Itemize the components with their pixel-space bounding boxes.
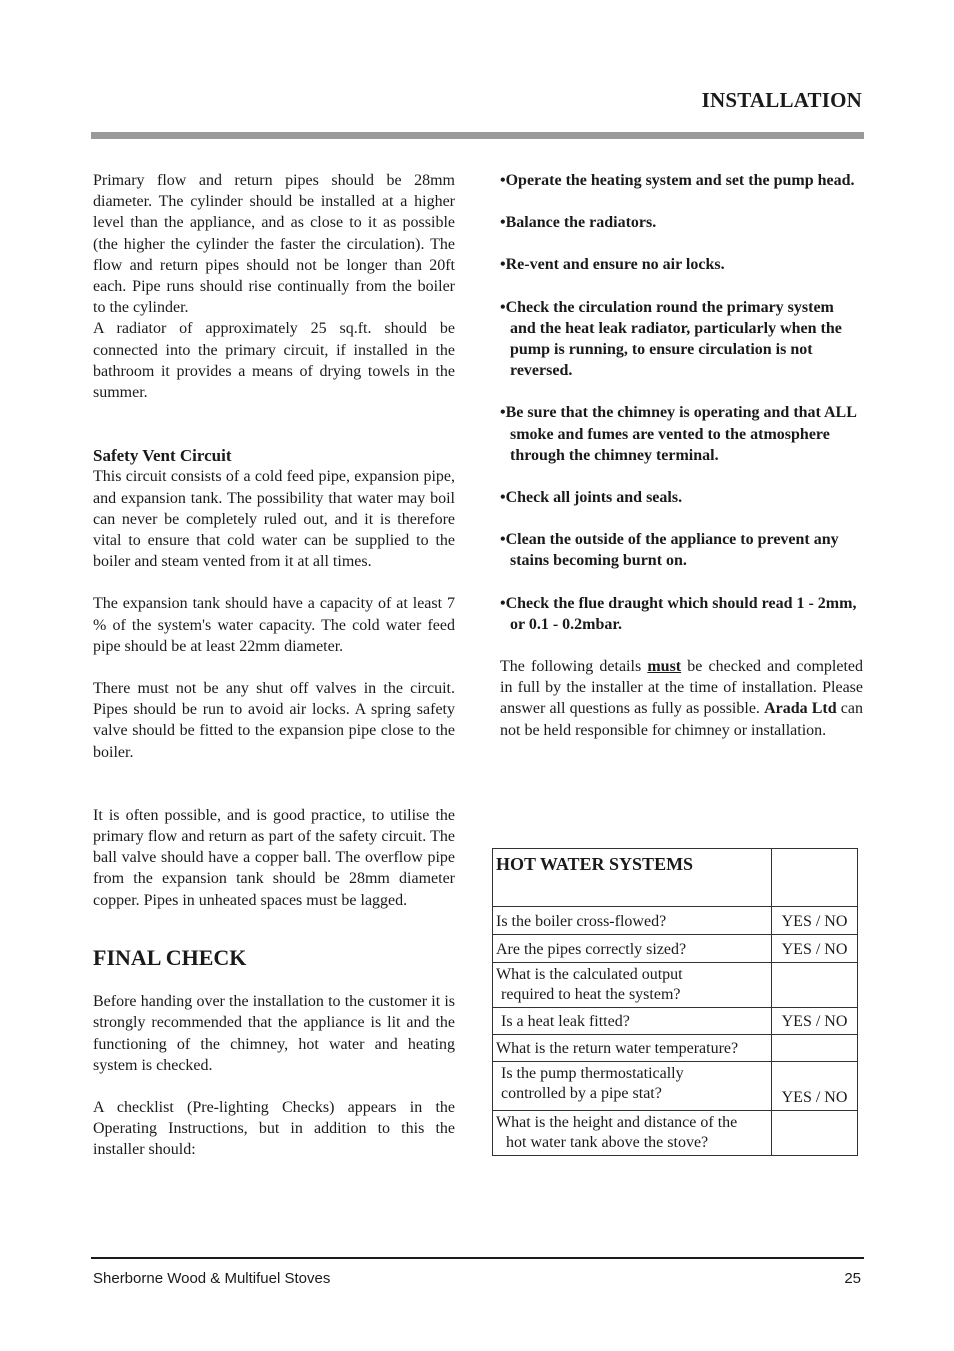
page-title: INSTALLATION	[701, 88, 862, 112]
table-row	[493, 963, 858, 1008]
table-answer-cell	[772, 849, 858, 907]
table-question	[493, 1008, 772, 1035]
table-question: Are the pipes correctly sized?	[493, 935, 772, 963]
final-check-heading: FINAL CHECK	[93, 944, 247, 970]
question-line: Is a heat leak fitted?	[501, 1013, 630, 1030]
shut-off-valves-paragraph: There must not be any shut off valves in the circuit. Pipes should be run to avoid air locks. A spring safety valve should be fitted to the expansion pipe close to the boiler.	[93, 680, 455, 761]
left-column	[93, 170, 455, 1161]
expansion-tank-paragraph: The expansion tank should have a capacity of at least 7 % of the system's water capacity. The cold water feed pipe should be at least 22mm diameter.	[93, 595, 455, 655]
must-emphasis: must	[647, 658, 682, 676]
table-question: What is the return water temperature?	[493, 1035, 772, 1062]
table-question	[493, 1111, 772, 1156]
check-item: •Check the flue draught which should read 1 - 2mm, or 0.1 - 0.2mbar.	[500, 594, 857, 633]
right-column	[500, 170, 863, 741]
hot-water-systems-table	[492, 848, 858, 1156]
table-heading: HOT WATER SYSTEMS	[493, 849, 772, 907]
checklist-paragraph: A checklist (Pre-lighting Checks) appears in the Operating Instructions, but in addition to this the installer should:	[93, 1098, 455, 1159]
table-answer: YES / NO	[772, 1062, 858, 1111]
table-row	[493, 935, 858, 963]
question-line: required to heat the system?	[501, 986, 681, 1003]
table-row	[493, 1008, 858, 1035]
table-answer: YES / NO	[772, 935, 858, 963]
table-row	[493, 907, 858, 935]
company-name: Arada Ltd	[764, 700, 837, 718]
check-item: •Be sure that the chimney is operating and that ALL smoke and fumes are vented to the atmosphere through the chimney terminal.	[500, 404, 856, 464]
table-row	[493, 1035, 858, 1062]
table-answer	[772, 1111, 858, 1156]
primary-flow-paragraph: Primary flow and return pipes should be 28mm diameter. The cylinder should be installed at a higher level than the appliance, and as close to it as possible (the higher the cylinder the faster the circulation). The flow and return pipes should not be longer than 20ft each. Pipe runs should rise continually from the boiler to the cylinder.	[93, 172, 455, 317]
table-row	[493, 1111, 858, 1156]
question-line: controlled by a pipe stat?	[501, 1085, 662, 1102]
footer-document-title: Sherborne Wood & Multifuel Stoves	[93, 1270, 331, 1287]
question-line: Is the pump thermostatically	[501, 1065, 684, 1082]
check-item: •Check the circulation round the primary system and the heat leak radiator, particularly when the pump is running, to ensure circulation is not reversed.	[500, 298, 842, 380]
table-row	[493, 1062, 858, 1111]
safety-circuit-paragraph: This circuit consists of a cold feed pipe, expansion pipe, and expansion tank. The possibility that water may boil can never be completely ruled out, and it is therefore vital to ensure that cold water can be supplied to the boiler and steam vented from it at all times.	[93, 468, 455, 571]
table-answer: YES / NO	[772, 907, 858, 935]
header-divider	[91, 132, 864, 139]
check-item: •Check all joints and seals.	[500, 489, 683, 507]
details-suffix: can not be held responsible for chimney or installation.	[500, 700, 863, 739]
check-item: •Re-vent and ensure no air locks.	[500, 256, 725, 274]
safety-vent-heading: Safety Vent Circuit	[93, 446, 232, 466]
table-question: Is the boiler cross-flowed?	[493, 907, 772, 935]
good-practice-paragraph: It is often possible, and is good practice, to utilise the primary flow and return as part of the safety circuit. The ball valve should have a copper ball. The overflow pipe from the expansion tank should be 28mm diameter copper. Pipes in unheated spaces must be lagged.	[93, 806, 455, 909]
check-item: •Operate the heating system and set the pump head.	[500, 172, 855, 189]
question-line: What is the calculated output	[496, 966, 683, 983]
question-line: What is the height and distance of the	[496, 1114, 738, 1131]
details-paragraph	[500, 656, 863, 741]
table-answer	[772, 963, 858, 1008]
table-question	[493, 1062, 772, 1111]
table-question	[493, 963, 772, 1008]
page-number: 25	[844, 1270, 861, 1287]
footer-divider	[91, 1257, 864, 1259]
table-answer: YES / NO	[772, 1008, 858, 1035]
details-middle: be checked and completed in full by the installer at the time of installation. Please answer all questions as fully as possible.	[500, 658, 864, 718]
check-item: •Clean the outside of the appliance to prevent any stains becoming burnt on.	[500, 531, 839, 570]
check-item: •Balance the radiators.	[500, 214, 657, 232]
details-prefix: The following details	[500, 658, 648, 676]
table-answer	[772, 1035, 858, 1062]
radiator-paragraph: A radiator of approximately 25 sq.ft. should be connected into the primary circuit, if installed in the bathroom it provides a means of drying towels in the summer.	[93, 320, 455, 402]
handover-paragraph: Before handing over the installation to the customer it is strongly recommended that the appliance is lit and the functioning of the chimney, hot water and heating system is checked.	[93, 993, 455, 1074]
question-line: hot water tank above the stove?	[506, 1134, 709, 1151]
